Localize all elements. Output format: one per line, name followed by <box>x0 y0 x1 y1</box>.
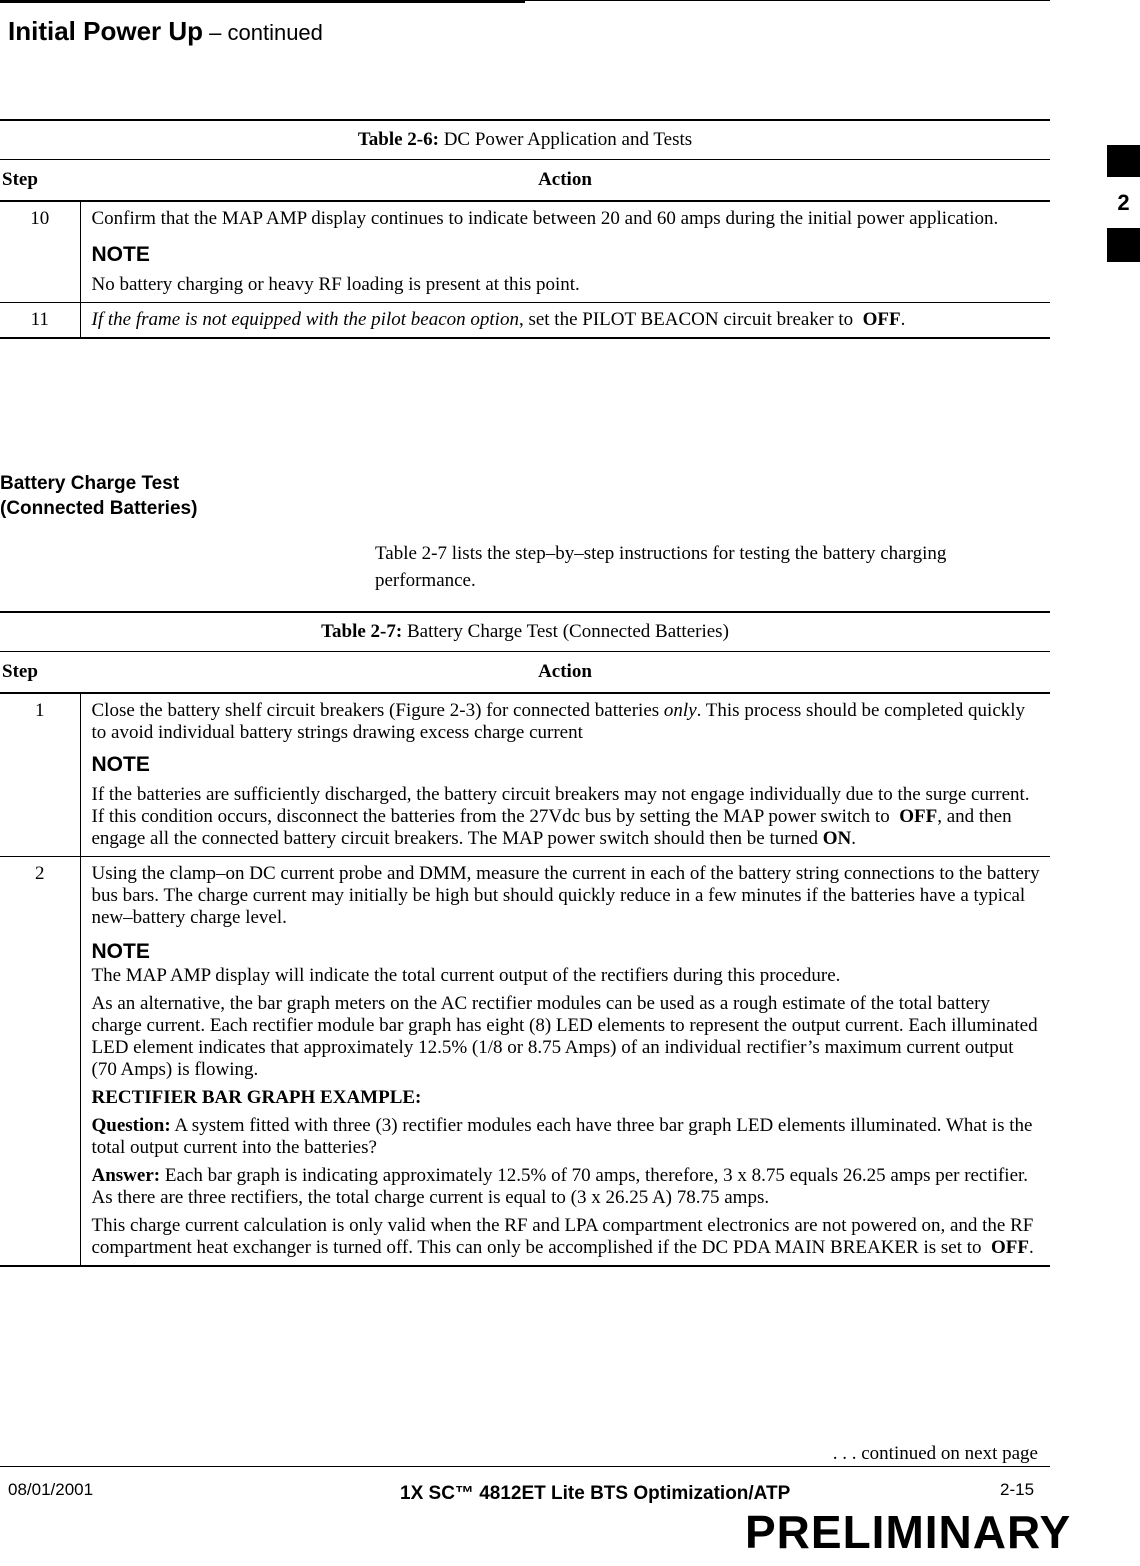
footer-date: 08/01/2001 <box>8 1480 94 1499</box>
table-row <box>0 303 1050 339</box>
header-title: Initial Power Up <box>8 16 204 46</box>
table-2-7 <box>0 611 1050 1267</box>
note-label: NOTE <box>91 243 150 266</box>
action-text: Close the battery shelf circuit breakers (Figure 2-3) for connected batteries only. This process should be completed quickly to avoid individual battery strings drawing excess charge current <box>91 700 1026 743</box>
table-caption: Table 2-6: DC Power Application and Tests <box>0 120 1050 160</box>
page-header <box>8 16 323 47</box>
footer-rule <box>0 1466 1050 1467</box>
table-2-6 <box>0 119 1050 339</box>
step-action <box>80 693 1050 857</box>
example-answer: Answer: Each bar graph is indicating approximately 12.5% of 70 amps, therefore, 3 x 8.75 equals 26.25 amps per rectifier. As there are three rectifiers, the total charge current is equal to (3 x 26.25 A) 78.75 amps. <box>91 1165 1029 1208</box>
example-heading: RECTIFIER BAR GRAPH EXAMPLE: <box>91 1087 422 1108</box>
section-heading: Battery Charge Test (Connected Batteries) <box>0 473 198 519</box>
header-rule-thin <box>525 0 1050 1</box>
note-text: As an alternative, the bar graph meters on the AC rectifier modules can be used as a rough estimate of the total battery charge current. Each rectifier module bar graph has eight (8) LED elements to represent the output current. Each illuminated LED element indicates that approximately 12.5% (1/8 or 8.75 Amps) of an individual rectifier’s maximum current output (70 Amps) is flowing. <box>91 993 1038 1080</box>
note-label: NOTE <box>91 753 150 776</box>
chapter-tab-bottom <box>1107 228 1140 262</box>
preliminary-watermark: PRELIMINARY <box>745 1506 1072 1558</box>
chapter-number: 2 <box>1117 190 1130 215</box>
header-continued: – continued <box>203 20 323 45</box>
step-number: 10 <box>0 201 80 303</box>
step-number: 11 <box>0 303 80 339</box>
header-rule <box>0 0 525 3</box>
note-text: If the batteries are sufficiently discharged, the battery circuit breakers may not engage individually due to the surge current. If this condition occurs, disconnect the batteries from the 27Vdc bus by setting the MAP power switch to OFF, and then engage all the connected battery circuit breakers. The MAP power switch should then be turned ON. <box>91 784 1030 849</box>
step-number: 2 <box>0 857 80 1267</box>
action-text: Confirm that the MAP AMP display continues to indicate between 20 and 60 amps during the initial power application. <box>91 208 999 229</box>
step-action <box>80 201 1050 303</box>
continued-note: . . . continued on next page <box>832 1443 1038 1464</box>
example-question: Question: A system fitted with three (3) rectifier modules each have three bar graph LED elements illuminated. What is the total output current into the batteries? <box>91 1115 1033 1158</box>
section-intro: Table 2-7 lists the step–by–step instructions for testing the battery charging performance. <box>375 543 947 591</box>
col-header-action: Action <box>80 652 1050 694</box>
footer-doc-title: 1X SC™ 4812ET Lite BTS Optimization/ATP <box>400 1483 791 1504</box>
table-caption: Table 2-7: Battery Charge Test (Connected Batteries) <box>0 612 1050 652</box>
col-header-step: Step <box>0 652 80 694</box>
note-text: No battery charging or heavy RF loading is present at this point. <box>91 274 580 295</box>
footer-page-number: 2-15 <box>1000 1480 1035 1499</box>
note-label: NOTE <box>91 940 150 963</box>
note-text: This charge current calculation is only valid when the RF and LPA compartment electronics are not powered on, and the RF compartment heat exchanger is turned off. This can only be accomplished if the DC PDA MAIN BREAKER is set to OFF. <box>91 1215 1034 1258</box>
table-row <box>0 857 1050 1267</box>
table-row <box>0 201 1050 303</box>
col-header-action: Action <box>80 160 1050 202</box>
chapter-tab-top <box>1107 145 1140 177</box>
col-header-step: Step <box>0 160 80 202</box>
step-action <box>80 857 1050 1267</box>
step-action: If the frame is not equipped with the pilot beacon option, set the PILOT BEACON circuit breaker to OFF. <box>80 303 1050 339</box>
table-row <box>0 693 1050 857</box>
step-number: 1 <box>0 693 80 857</box>
action-text: Using the clamp–on DC current probe and DMM, measure the current in each of the battery string connections to the battery bus bars. The charge current may initially be high but should quickly reduce in a few minutes if the batteries have a typical new–battery charge level. <box>91 863 1040 928</box>
note-text: The MAP AMP display will indicate the total current output of the rectifiers during this procedure. <box>91 965 841 986</box>
